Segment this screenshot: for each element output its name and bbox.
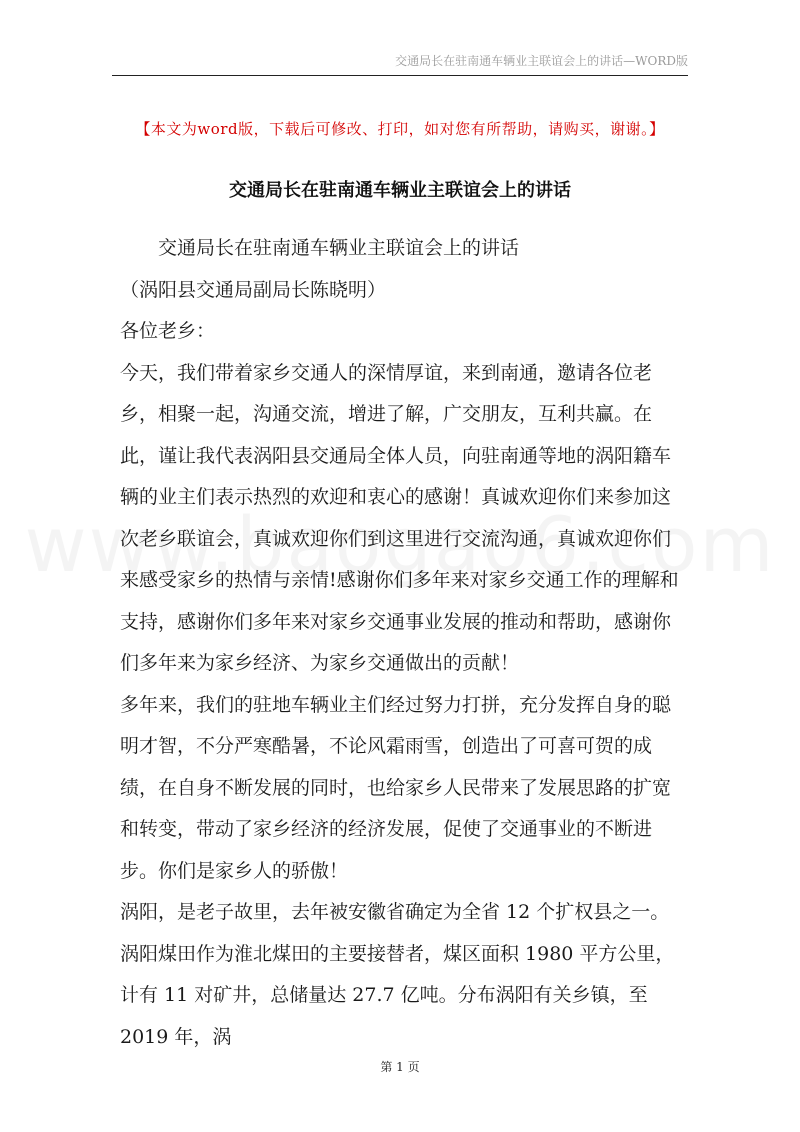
paragraph-3: 涡阳，是老子故里，去年被安徽省确定为全省 12 个扩权县之一。涡阳煤田作为淮北煤田的主要接替者，煤区面积 1980 平方公里，计有 11 对矿井，总储量达 27.7 亿吨。分布涡阳有关乡镇，至 2019 年，涡 [120,901,675,1048]
paragraph-1: 今天，我们带着家乡交通人的深情厚谊，来到南通，邀请各位老乡，相聚一起，沟通交流，增进了解，广交朋友，互利共赢。在此，谨让我代表涡阳县交通局全体人员，向驻南通等地的涡阳籍车辆的业主们表示热烈的欢迎和衷心的感谢！真诚欢迎你们来参加这次老乡联谊会，真诚欢迎你们到这里进行交流沟通，真诚欢迎你们来感受家乡的热情与亲情!感谢你们多年来对家乡交通工作的理解和支持，感谢你们多年来对家乡交通事业发展的推动和帮助，感谢你们多年来为家乡经济、为家乡交通做出的贡献！ [120,361,679,674]
document-body [120,228,685,1058]
subtitle: 交通局长在驻南通车辆业主联谊会上的讲话 [158,237,520,259]
document-title: 交通局长在驻南通车辆业主联谊会上的讲话 [229,180,571,201]
header-rule [112,75,688,76]
paragraph-2: 多年来，我们的驻地车辆业主们经过努力打拼，充分发挥自身的聪明才智，不分严寒酷暑，不论风霜雨雪，创造出了可喜可贺的成绩，在自身不断发展的同时，也给家乡人民带来了发展思路的扩宽和转变，带动了家乡经济的经济发展，促使了交通事业的不断进步。你们是家乡人的骄傲！ [120,693,672,882]
byline: （涡阳县交通局副局长陈晓明） [120,278,387,301]
download-notice: 【本文为word版，下载后可修改、打印，如对您有所帮助，请购买，谢谢。】 [135,120,665,138]
running-header: 交通局长在驻南通车辆业主联谊会上的讲话—WORD版 [395,54,688,68]
salutation: 各位老乡： [120,320,216,342]
page-number: 第 1 页 [380,1060,420,1074]
